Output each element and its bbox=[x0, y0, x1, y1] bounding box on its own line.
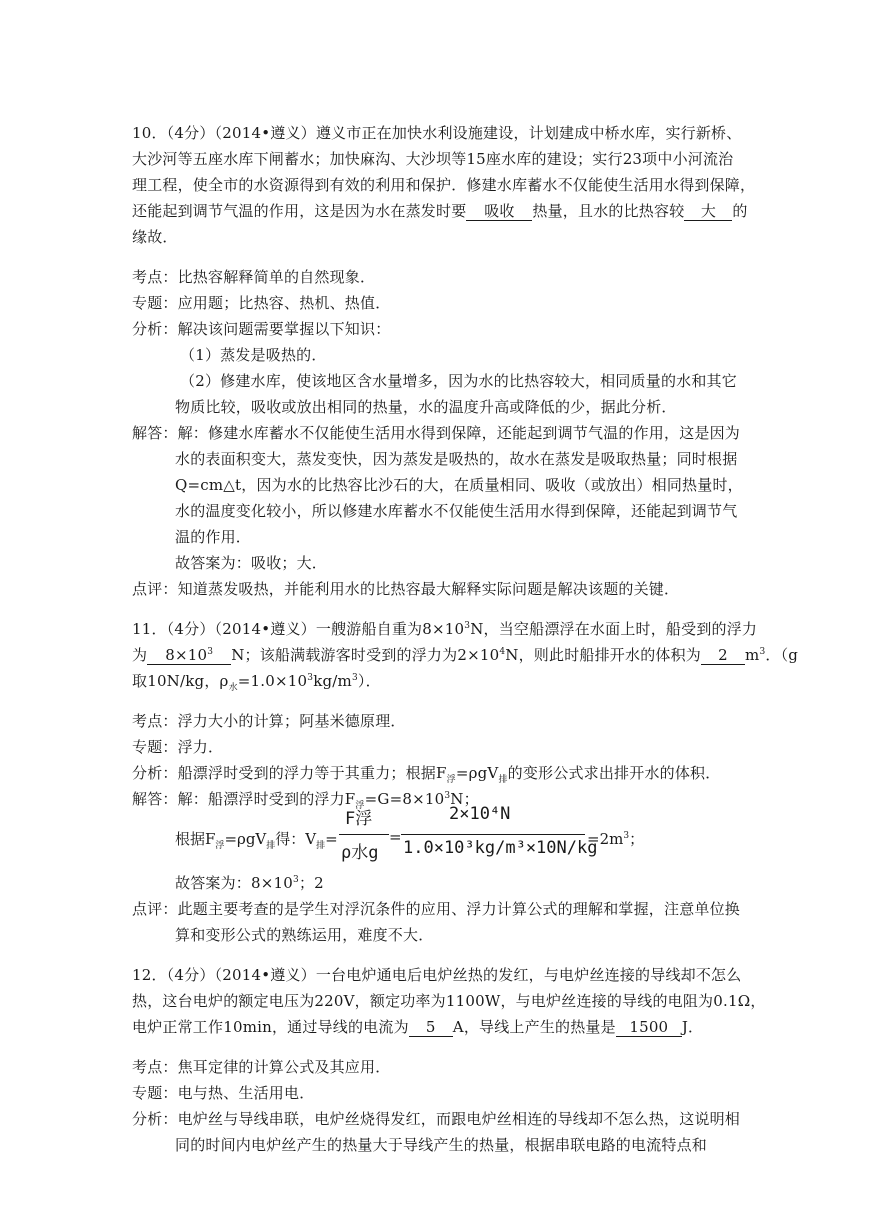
q11-jieda-a: 解答：解：船漂浮时受到的浮力F bbox=[132, 790, 356, 808]
q11-blank-1 bbox=[147, 646, 231, 665]
q11-jieda bbox=[132, 786, 479, 812]
q11-blank-1-exp: 3 bbox=[207, 647, 214, 657]
q10-fenxi-1: （1）蒸发是吸热的． bbox=[180, 346, 327, 364]
q11-l2-d: m bbox=[745, 646, 760, 664]
q11-answer bbox=[175, 870, 324, 896]
q11-jieda-c: N； bbox=[450, 790, 479, 808]
q11-l2-d-exp: 3 bbox=[759, 647, 766, 657]
q11-l1-a: 11．（4分）（2014•遵义）一艘游船自重为8×10 bbox=[132, 620, 465, 638]
q11-l2-c: N，则此时船排开水的体积为 bbox=[505, 646, 702, 664]
q11-fenxi-a: 分析：船漂浮时受到的浮力等于其重力；根据F bbox=[132, 764, 447, 782]
q10-line-5: 缘故． bbox=[132, 228, 178, 246]
q12-fenxi-1: 分析：电炉丝与导线串联，电炉丝烧得发红，而跟电炉丝相连的导线却不怎么热，这说明相 bbox=[132, 1110, 741, 1128]
q12-blank-1: 5 bbox=[409, 1018, 453, 1037]
q11-formula-prefix bbox=[175, 828, 338, 849]
q11-answer-a: 故答案为：8×10 bbox=[175, 874, 293, 892]
q12-kaodian: 考点：焦耳定律的计算公式及其应用． bbox=[132, 1058, 391, 1076]
q10-line-4-a: 还能起到调节气温的作用，这是因为水在蒸发时要 bbox=[132, 202, 467, 220]
q11-l3-c: kg/m bbox=[313, 672, 352, 690]
q11-formula-prefix-c: 得：V bbox=[275, 830, 317, 848]
q11-l3-b: =1.0×10 bbox=[237, 672, 308, 690]
q10-blank-1: 吸收 bbox=[466, 202, 532, 221]
q11-fenxi bbox=[132, 760, 720, 786]
q11-formula-num2: 2×10⁴N bbox=[449, 804, 511, 824]
q10-answer: 故答案为：吸收；大． bbox=[175, 554, 328, 572]
q11-l3-exp2: 3 bbox=[351, 673, 358, 683]
q10-jieda-5: 温的作用． bbox=[175, 528, 252, 546]
q11-l3-exp: 3 bbox=[307, 673, 314, 683]
q11-formula-den2: 1.0×10³kg/m³×10N/kg bbox=[403, 838, 598, 858]
q11-formula-bar-1 bbox=[339, 834, 389, 835]
q11-jieda-sub: 浮 bbox=[355, 801, 365, 811]
q11-line-1 bbox=[132, 616, 757, 642]
q11-blank-2: 2 bbox=[701, 646, 745, 665]
q11-formula-result bbox=[587, 828, 644, 849]
q11-answer-b: ；2 bbox=[298, 874, 324, 892]
q10-fenxi-2b: 物质比较，吸收或放出相同的热量，水的温度升高或降低的少，据此分析． bbox=[175, 398, 677, 416]
q11-formula-prefix-sub: 浮 bbox=[215, 841, 225, 851]
q12-l3-b: A，导线上产生的热量是 bbox=[452, 1018, 616, 1036]
q11-blank-1-text: 8×10 bbox=[165, 646, 208, 664]
q11-l1-exp: 3 bbox=[464, 621, 471, 631]
q11-formula-eq2: = bbox=[389, 828, 402, 846]
q11-line-2 bbox=[132, 642, 798, 668]
q11-l3-d: ）． bbox=[357, 672, 381, 690]
q11-dianping-1: 点评：此题主要考查的是学生对浮沉条件的应用、浮力计算公式的理解和掌握，注意单位换 bbox=[132, 900, 741, 918]
q11-formula-eq: = bbox=[325, 830, 338, 848]
q11-formula-result-a: =2m bbox=[587, 830, 624, 848]
q12-line-2: 热，这台电炉的额定电压为220V，额定功率为1100W，与电炉丝连接的导线的电阻为0.1Ω， bbox=[132, 992, 766, 1010]
q11-fenxi-b: =ρgV bbox=[455, 764, 499, 782]
q11-formula-prefix-a: 根据F bbox=[175, 830, 216, 848]
q10-jieda-2: 水的表面积变大，蒸发变快，因为蒸发是吸热的，故水在蒸发是吸取热量；同时根据 bbox=[175, 450, 738, 468]
q10-line-4 bbox=[132, 198, 748, 224]
q11-fenxi-c: 的变形公式求出排开水的体积． bbox=[507, 764, 721, 782]
q11-formula-result-exp: 3 bbox=[623, 831, 630, 841]
q11-l1-b: N，当空船漂浮在水面上时，船受到的浮力 bbox=[470, 620, 758, 638]
q12-line-1: 12．（4分）（2014•遵义）一台电炉通电后电炉丝热的发红，与电炉丝连接的导线却不怎么 bbox=[132, 966, 742, 984]
q10-kaodian: 考点：比热容解释简单的自然现象． bbox=[132, 268, 376, 286]
q11-jieda-b: =G=8×10 bbox=[364, 790, 445, 808]
q10-fenxi-2a: （2）修建水库，使该地区含水量增多，因为水的比热容较大，相同质量的水和其它 bbox=[180, 372, 737, 390]
q12-fenxi-2: 同的时间内电炉丝产生的热量大于导线产生的热量，根据串联电路的电流特点和 bbox=[175, 1136, 708, 1154]
q12-zhuanti: 专题：电与热、生活用电． bbox=[132, 1084, 315, 1102]
q11-formula-prefix-sub2: 排 bbox=[266, 841, 276, 851]
q11-formula-prefix-b: =ρgV bbox=[224, 830, 267, 848]
q10-line-1: 10．（4分）（2014•遵义）遵义市正在加快水利设施建设，计划建成中桥水库，实行新桥、 bbox=[132, 124, 742, 142]
q11-l2-e: ．（g bbox=[765, 646, 799, 664]
q10-blank-2: 大 bbox=[684, 202, 732, 221]
q10-fenxi: 分析：解决该问题需要掌握以下知识： bbox=[132, 320, 391, 338]
q11-formula-v-sub: 排 bbox=[316, 841, 326, 851]
q11-fenxi-sub1: 浮 bbox=[446, 775, 456, 785]
q10-line-4-b: 热量，且水的比热容较 bbox=[532, 202, 685, 220]
q10-zhuanti: 专题：应用题；比热容、热机、热值． bbox=[132, 294, 391, 312]
q11-l2-b: N；该船满载游客时受到的浮力为2×10 bbox=[231, 646, 500, 664]
q10-jieda-4: 水的温度变化较小，所以修建水库蓄水不仅能使生活用水得到保障，还能起到调节气 bbox=[175, 502, 738, 520]
q11-dianping-2: 算和变形公式的熟练运用，难度不大． bbox=[175, 926, 434, 944]
q11-zhuanti: 专题：浮力． bbox=[132, 738, 224, 756]
q11-l3-a: 取10N/kg，ρ bbox=[132, 672, 229, 690]
q12-l3-c: J． bbox=[681, 1018, 704, 1036]
q11-fenxi-sub2: 排 bbox=[498, 775, 508, 785]
q12-blank-2: 1500 bbox=[616, 1018, 682, 1037]
q10-dianping: 点评：知道蒸发吸热，并能利用水的比热容最大解释实际问题是解决该题的关键． bbox=[132, 580, 680, 598]
q10-jieda-3: Q=cm△t，因为水的比热容比沙石的大，在质量相同、吸收（或放出）相同热量时， bbox=[175, 476, 743, 494]
q11-l2-a: 为 bbox=[132, 646, 148, 664]
q11-formula-num1: F浮 bbox=[345, 809, 373, 829]
q11-formula-bar-2 bbox=[401, 834, 585, 835]
q10-line-2: 大沙河等五座水库下闸蓄水；加快麻沟、大沙坝等15座水库的建设；实行23项中小河流治 bbox=[132, 150, 734, 168]
q11-l2-exp: 4 bbox=[499, 647, 506, 657]
q11-line-3 bbox=[132, 668, 381, 694]
q12-l3-a: 电炉正常工作10min，通过导线的电流为 bbox=[132, 1018, 409, 1036]
q10-line-4-c: 的 bbox=[732, 202, 748, 220]
q10-line-3: 理工程，使全市的水资源得到有效的利用和保护．修建水库蓄水不仅能使生活用水得到保障， bbox=[132, 176, 756, 194]
q11-kaodian: 考点：浮力大小的计算；阿基米德原理． bbox=[132, 712, 406, 730]
q12-line-3 bbox=[132, 1014, 703, 1040]
q11-formula-result-end: ； bbox=[629, 830, 645, 848]
q11-formula-den1: ρ水g bbox=[341, 843, 379, 863]
q11-jieda-exp: 3 bbox=[444, 791, 451, 801]
q11-l3-sub: 水 bbox=[228, 683, 238, 693]
q11-answer-exp: 3 bbox=[293, 875, 299, 885]
q10-jieda-1: 解答：解：修建水库蓄水不仅能使生活用水得到保障，还能起到调节气温的作用，这是因为 bbox=[132, 424, 741, 442]
q11-formula bbox=[175, 804, 695, 870]
